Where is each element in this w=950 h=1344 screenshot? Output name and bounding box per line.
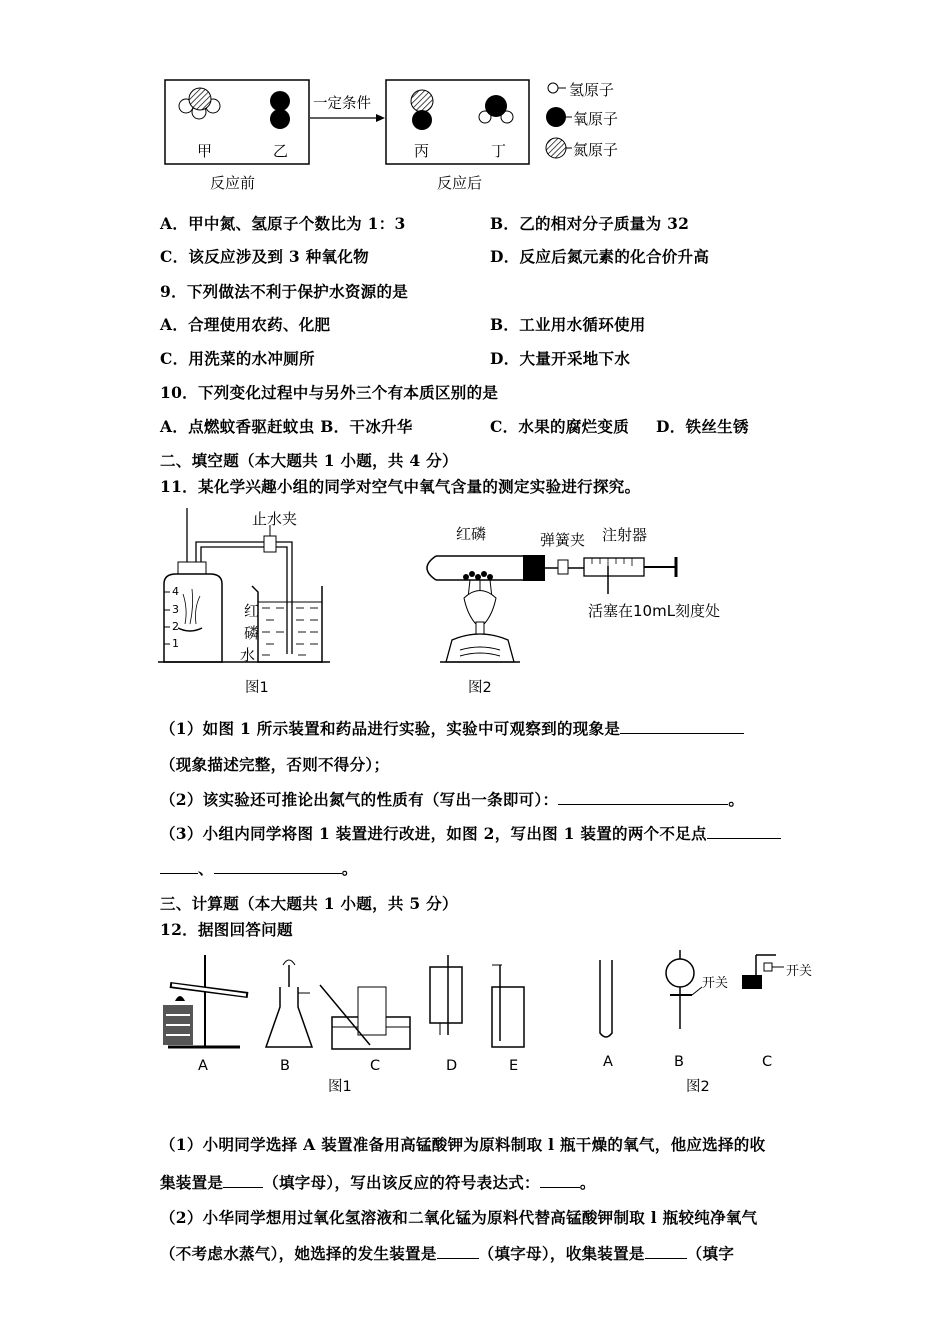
q12-switch-label-b: 开关 bbox=[702, 976, 729, 991]
q10-option-ab: A．点燃蚊香驱赶蚊虫 B．干冰升华 bbox=[160, 417, 413, 436]
q11-part3-blank-1[interactable] bbox=[707, 824, 781, 839]
q12-fig2-letter-b: B bbox=[674, 1054, 684, 1070]
q11-part1-blank[interactable] bbox=[620, 719, 744, 734]
fig1-tick-1: 1 bbox=[172, 637, 179, 650]
q12-part1-blank-1[interactable] bbox=[223, 1173, 263, 1188]
q9-option-b: B．工业用水循环使用 bbox=[490, 315, 646, 334]
q11-part3-blank-2[interactable] bbox=[214, 859, 342, 874]
fig1-tick-2: 2 bbox=[172, 620, 179, 633]
q11-fig1-caption: 图1 bbox=[245, 680, 269, 696]
q12-part1-text-b: （填字母），写出该反应的符号表达式： bbox=[263, 1173, 540, 1192]
q10-option-c: C．水果的腐烂变质 bbox=[490, 417, 630, 436]
legend-oxygen: 氧原子 bbox=[573, 110, 619, 128]
fig2-piston-label: 活塞在10mL刻度处 bbox=[588, 602, 721, 620]
q10-option-d: D．铁丝生锈 bbox=[656, 417, 749, 436]
q11-part1-text: （1）如图 1 所示装置和药品进行实验，实验中可观察到的现象是 bbox=[160, 719, 621, 738]
reaction-condition: 一定条件 bbox=[313, 96, 371, 112]
q11-part2-end: 。 bbox=[728, 790, 745, 809]
section-2-heading: 二、填空题（本大题共 1 小题，共 4 分） bbox=[160, 451, 458, 470]
q9-option-a: A．合理使用农药、化肥 bbox=[160, 315, 331, 334]
legend-nitrogen: 氮原子 bbox=[573, 141, 619, 159]
q12-part1-end: 。 bbox=[579, 1173, 596, 1192]
q11-stem: 11．某化学兴趣小组的同学对空气中氧气含量的测定实验进行探究。 bbox=[160, 477, 641, 496]
q11-part2-blank[interactable] bbox=[558, 790, 728, 805]
q12-fig1-letter-c: C bbox=[370, 1058, 381, 1074]
fig1-clamp-label: 止水夹 bbox=[252, 510, 298, 528]
fig2-phosphorus-label: 红磷 bbox=[456, 525, 487, 543]
q9-stem: 9．下列做法不利于保护水资源的是 bbox=[160, 282, 409, 301]
molecule-label-jia: 甲 bbox=[197, 142, 213, 160]
label-after: 反应后 bbox=[437, 174, 483, 192]
label-before: 反应前 bbox=[210, 174, 256, 192]
q12-part1-blank-2[interactable] bbox=[540, 1173, 580, 1188]
q12-part2-blank-1[interactable] bbox=[437, 1244, 479, 1259]
q8-option-a: A．甲中氮、氢原子个数比为 1：3 bbox=[160, 214, 406, 233]
fig1-phosphorus-label-2: 磷 bbox=[244, 624, 260, 642]
q12-fig1-letter-d: D bbox=[446, 1058, 458, 1074]
q8-option-b: B．乙的相对分子质量为 32 bbox=[490, 214, 690, 233]
fig1-tick-4: 4 bbox=[172, 585, 179, 598]
q12-fig1-letter-b: B bbox=[280, 1058, 290, 1074]
q11-part3-end: 。 bbox=[341, 859, 358, 878]
molecule-label-yi: 乙 bbox=[273, 142, 289, 160]
q9-option-d: D．大量开采地下水 bbox=[490, 349, 631, 368]
fig1-water-label: 水 bbox=[240, 646, 256, 664]
q12-fig1-caption: 图1 bbox=[328, 1079, 352, 1095]
molecule-label-bing: 丙 bbox=[414, 142, 430, 160]
q12-part2-blank-2[interactable] bbox=[645, 1244, 687, 1259]
q10-stem: 10．下列变化过程中与另外三个有本质区别的是 bbox=[160, 383, 499, 402]
q11-part2-text: （2）该实验还可推论出氮气的性质有（写出一条即可）： bbox=[160, 790, 559, 809]
q12-fig2-letter-c: C bbox=[762, 1054, 773, 1070]
q12-fig2-caption: 图2 bbox=[686, 1079, 710, 1095]
q12-part2-line2 bbox=[160, 1242, 734, 1264]
q12-part1-line1: （1）小明同学选择 A 装置准备用高锰酸钾为原料制取 l 瓶干燥的氧气，他应选择的收 bbox=[160, 1135, 766, 1154]
fig2-syringe-label: 注射器 bbox=[602, 526, 648, 544]
fig1-phosphorus-label-1: 红 bbox=[244, 602, 260, 620]
nitrogen-atom bbox=[189, 88, 211, 110]
molecule-label-ding: 丁 bbox=[491, 142, 507, 160]
q12-part1-line2 bbox=[160, 1171, 596, 1193]
q8-option-d: D．反应后氮元素的化合价升高 bbox=[490, 247, 710, 266]
q11-part2 bbox=[160, 788, 744, 810]
q12-part2-text-a: （不考虑水蒸气），她选择的发生装置是 bbox=[160, 1244, 437, 1263]
q11-part3-blank-1-cont[interactable] bbox=[160, 859, 198, 874]
q12-part2-line1: （2）小华同学想用过氧化氢溶液和二氧化锰为原料代替高锰酸钾制取 l 瓶较纯净氧气 bbox=[160, 1208, 758, 1227]
section-3-heading: 三、计算题（本大题共 1 小题，共 5 分） bbox=[160, 894, 458, 913]
q12-part2-text-b: （填字母），收集装置是 bbox=[478, 1244, 645, 1263]
q12-switch-label-c: 开关 bbox=[786, 964, 813, 979]
fig2-spring-clamp-label: 弹簧夹 bbox=[540, 531, 586, 549]
legend-hydrogen: 氢原子 bbox=[569, 81, 615, 99]
q12-part1-text-a: 集装置是 bbox=[160, 1173, 224, 1192]
reaction-diagram bbox=[0, 0, 950, 200]
q11-part1 bbox=[160, 717, 744, 739]
q11-fig2-caption: 图2 bbox=[468, 680, 492, 696]
q11-part3-continued bbox=[160, 857, 358, 879]
q12-fig1-letter-a: A bbox=[198, 1058, 208, 1074]
q12-fig1-letter-e: E bbox=[509, 1058, 519, 1074]
q11-part1-note: （现象描述完整，否则不得分）； bbox=[160, 755, 390, 774]
q9-option-c: C．用洗菜的水冲厕所 bbox=[160, 349, 315, 368]
q8-option-c: C．该反应涉及到 3 种氧化物 bbox=[160, 247, 369, 266]
q12-fig2-letter-a: A bbox=[603, 1054, 613, 1070]
q11-part3-separator: 、 bbox=[198, 859, 214, 878]
q12-stem: 12．据图回答问题 bbox=[160, 920, 293, 939]
fig1-tick-3: 3 bbox=[172, 603, 179, 616]
q11-part3 bbox=[160, 822, 781, 844]
oxygen-atom bbox=[270, 91, 290, 111]
q12-part2-text-c: （填字 bbox=[686, 1244, 735, 1263]
q11-part3-text: （3）小组内同学将图 1 装置进行改进，如图 2，写出图 1 装置的两个不足点 bbox=[160, 824, 707, 843]
